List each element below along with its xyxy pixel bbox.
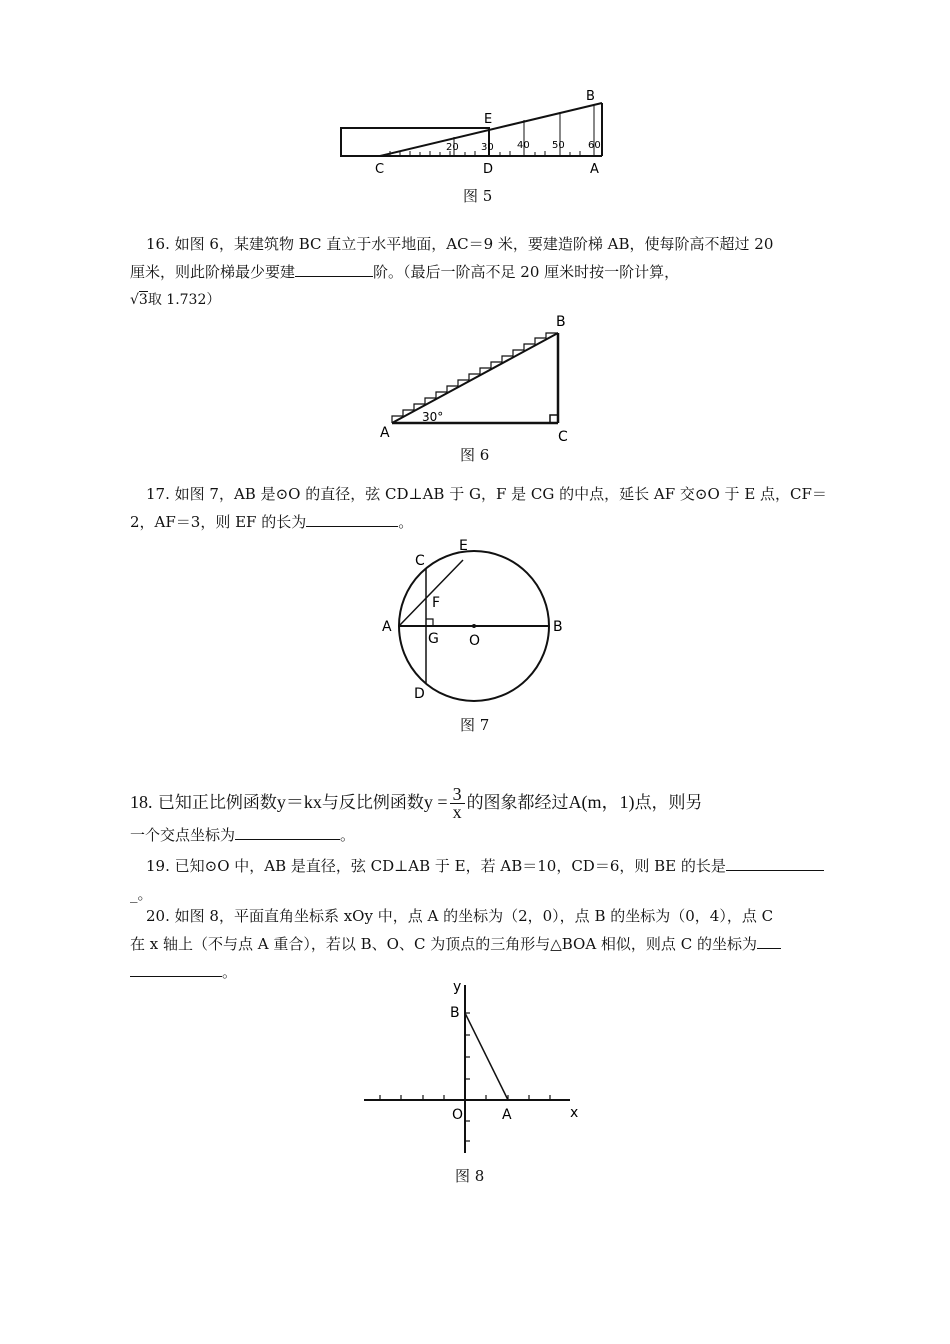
q17-answer-blank[interactable]: [306, 510, 398, 527]
q18-answer-blank[interactable]: [235, 823, 340, 840]
fig7-label-b: B: [553, 619, 563, 635]
q18-part4: 点，则另: [634, 793, 703, 813]
question-19: [130, 852, 830, 908]
fig6-label-c: C: [558, 429, 568, 445]
fig7-caption: 图 7: [460, 716, 490, 734]
question-18: [130, 780, 850, 849]
question-16: [130, 230, 830, 314]
fig7-label-c: C: [415, 553, 425, 569]
figure-5: [330, 85, 620, 180]
fig7-label-f: F: [432, 595, 441, 611]
q20-line3-b: 。: [222, 963, 238, 981]
q20-line1: 如图 8，平面直角坐标系 xOy 中，点 A 的坐标为（2，0），点 B 的坐标为（0，4），点 C: [174, 907, 774, 925]
q18-fraction: [450, 786, 465, 821]
figure-7: [375, 535, 575, 715]
fig7-label-a: A: [382, 619, 392, 635]
q20-line2: 在 x 轴上（不与点 A 重合），若以 B、O、C 为顶点的三角形与△BOA 相似，则点 C 的坐标为: [130, 935, 757, 953]
fig5-block: [341, 128, 489, 156]
fig5-label-d: D: [483, 162, 494, 177]
q20-answer-blank-part2[interactable]: [130, 960, 222, 977]
q16-line1: 如图 6，某建筑物 BC 直立于水平地面，AC＝9 米，要建造阶梯 AB，使每阶高不超过 20: [174, 235, 774, 253]
q18-denominator: x: [452, 802, 462, 822]
q18-numerator: 3: [450, 786, 465, 804]
q16-line2-b: 阶。（最后一阶高不足 20 厘米时按一阶计算，: [373, 263, 680, 281]
q18-part1: 已知正比例函数: [157, 793, 277, 813]
q20-number: 20.: [146, 907, 170, 925]
fig7-label-e: E: [459, 538, 468, 554]
fig8-label-a: A: [502, 1107, 512, 1123]
q17-number: 17.: [146, 485, 170, 503]
sqrt-icon: √: [130, 292, 139, 308]
fig5-label-e: E: [484, 112, 493, 127]
fig7-right-angle-mark: [426, 619, 433, 626]
q17-line2-a: 2，AF＝3，则 EF 的长为: [130, 513, 307, 531]
fig5-caption: 图 5: [463, 187, 493, 205]
q18-f1: y＝kx: [276, 792, 322, 812]
figure-8: [360, 975, 590, 1165]
q16-line2-a: 厘米，则此阶梯最少要建: [130, 263, 296, 281]
fig6-label-a: A: [380, 425, 390, 441]
q20-answer-blank-part1[interactable]: [757, 932, 781, 949]
fig8-label-x: x: [570, 1105, 579, 1121]
fig5-label-b: B: [586, 89, 595, 104]
fig7-label-g: G: [428, 631, 439, 647]
q19-line1: 已知⊙O 中，AB 是直径，弦 CD⊥AB 于 E，若 AB＝10，CD＝6，则 BE 的长是: [174, 857, 726, 875]
fig6-angle-label: 30°: [422, 410, 444, 424]
q16-answer-blank[interactable]: [295, 260, 373, 277]
fig8-segment-ba: [465, 1013, 508, 1100]
figure-6: [370, 310, 580, 450]
fig5-tick-20: 20: [446, 142, 459, 153]
q16-number: 16.: [146, 235, 170, 253]
fig5-tick-60: 60: [588, 140, 601, 151]
fig8-caption: 图 8: [455, 1167, 485, 1185]
fig5-label-a: A: [590, 162, 599, 177]
q18-part2: 与反比例函数: [321, 793, 424, 813]
fig8-label-b: B: [450, 1005, 460, 1021]
q16-sqrt-arg: 3: [138, 292, 148, 308]
fig8-label-y: y: [453, 979, 462, 995]
fig5-label-c: C: [375, 162, 385, 177]
fig7-center-point: [472, 624, 476, 628]
fig5-tick-30: 30: [481, 142, 494, 153]
q19-answer-blank[interactable]: [726, 854, 824, 871]
fig6-label-b: B: [556, 314, 566, 330]
fig5-tick-40: 40: [517, 140, 530, 151]
question-20: [130, 902, 830, 986]
q17-line1: 如图 7，AB 是⊙O 的直径，弦 CD⊥AB 于 G，F 是 CG 的中点，延长 AF 交⊙O 于 E 点，CF＝: [174, 485, 827, 503]
fig7-label-d: D: [414, 686, 425, 702]
q18-number: 18.: [130, 792, 153, 812]
fig8-label-o: O: [452, 1107, 464, 1123]
q18-part3: 的图象都经过: [466, 793, 569, 813]
q16-line3-rest: 取 1.732）: [147, 292, 221, 308]
q19-number: 19.: [146, 857, 170, 875]
q18-point: A(m，1): [568, 792, 635, 812]
q18-line2-b: 。: [340, 826, 356, 844]
q17-line2-b: 。: [398, 513, 414, 531]
q18-line2-a: 一个交点坐标为: [130, 826, 236, 844]
fig5-tick-50: 50: [552, 140, 565, 151]
q19-line2: _。: [130, 885, 153, 903]
fig6-caption: 图 6: [460, 446, 490, 464]
q18-f2: y =: [423, 792, 448, 812]
question-17: [130, 480, 830, 536]
fig7-segment-ae: [399, 560, 463, 626]
fig7-label-o: O: [469, 633, 481, 649]
fig6-slope-ab: [392, 333, 558, 423]
